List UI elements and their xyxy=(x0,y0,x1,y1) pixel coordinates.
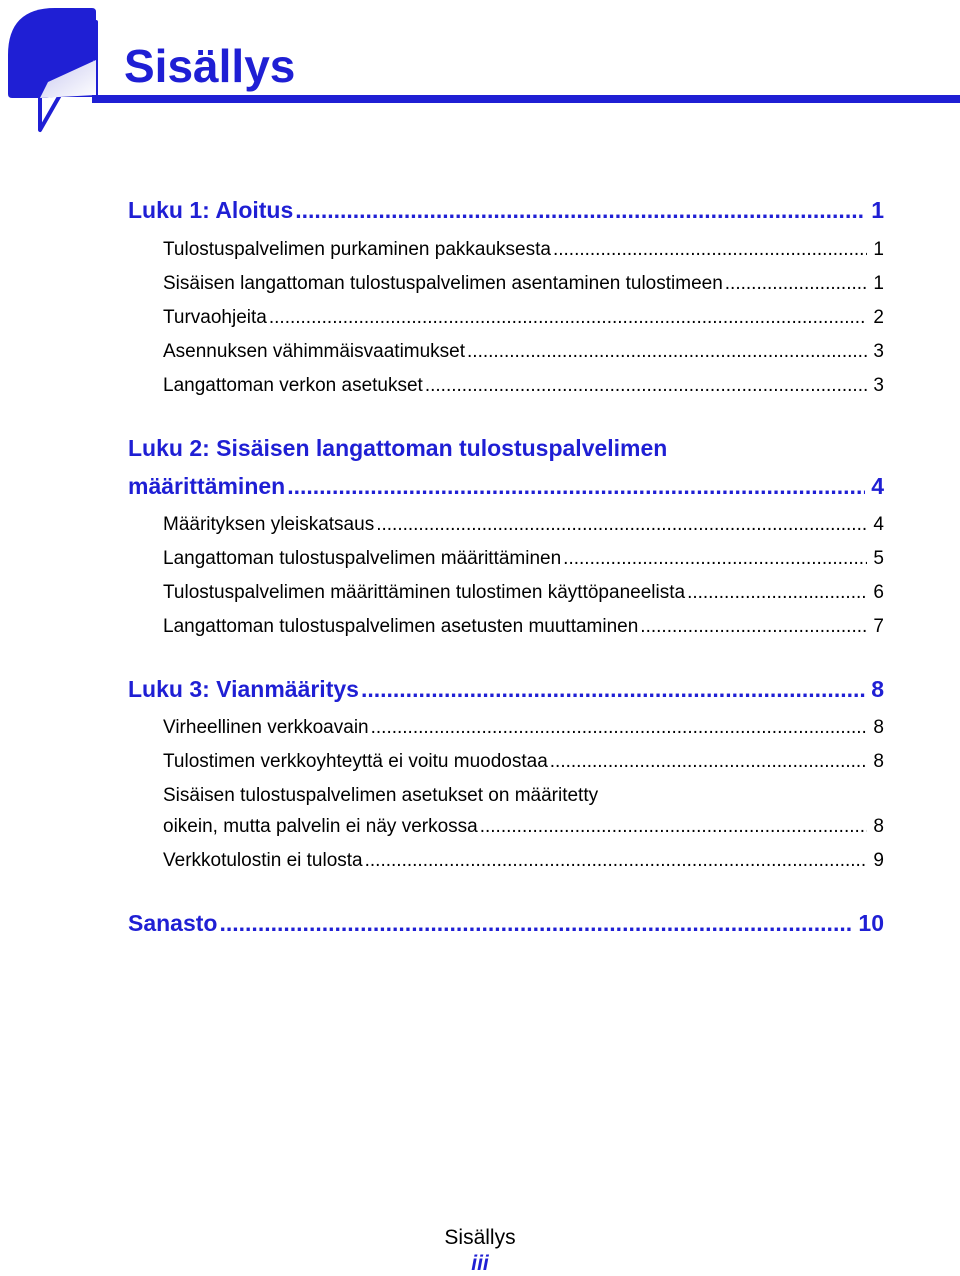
toc-entry-label[interactable]: Verkkotulostin ei tulosta xyxy=(163,850,363,871)
toc-section-line1[interactable]: Sisäisen tulostuspalvelimen asetukset on määritetty xyxy=(163,785,599,806)
toc-section[interactable] xyxy=(163,546,884,572)
toc-chapter-2[interactable] xyxy=(128,470,884,502)
toc-page-number[interactable]: 4 xyxy=(873,514,884,535)
toc-page-number[interactable]: 8 xyxy=(873,751,884,772)
footer-page-number: iii xyxy=(471,1252,489,1275)
toc-section[interactable] xyxy=(163,373,884,399)
toc-leader-dots xyxy=(269,305,868,331)
toc-page-number[interactable]: 3 xyxy=(873,341,884,362)
toc-entry-label[interactable]: Asennuksen vähimmäisvaatimukset xyxy=(163,341,466,362)
toc-section[interactable] xyxy=(163,271,884,297)
toc-leader-dots xyxy=(425,373,868,399)
toc-page-number[interactable]: 10 xyxy=(858,910,884,936)
toc-page-number[interactable]: 8 xyxy=(871,676,884,702)
toc-entry-label[interactable]: Määrityksen yleiskatsaus xyxy=(163,514,375,535)
toc-entry-label[interactable]: määrittäminen xyxy=(128,473,286,499)
toc-section[interactable] xyxy=(163,848,884,874)
toc-leader-dots xyxy=(371,715,868,741)
header-rule xyxy=(0,95,960,103)
toc-section[interactable] xyxy=(163,339,884,365)
toc-leader-dots xyxy=(361,673,865,705)
footer-section-label: Sisällys xyxy=(444,1226,516,1249)
toc-section[interactable] xyxy=(163,749,884,775)
toc-leader-dots xyxy=(376,512,867,538)
toc-entry-label[interactable]: Langattoman verkon asetukset xyxy=(163,375,423,396)
toc-leader-dots xyxy=(563,546,867,572)
toc-entry-label[interactable]: Sanasto xyxy=(128,910,218,936)
header-corner-graphic xyxy=(0,0,140,140)
toc-page-number[interactable]: 1 xyxy=(873,273,884,294)
toc-section[interactable] xyxy=(163,814,884,840)
toc-entry-label[interactable]: Virheellinen verkkoavain xyxy=(163,717,369,738)
toc-page-number[interactable]: 3 xyxy=(873,375,884,396)
toc-page-number[interactable]: 5 xyxy=(873,548,884,569)
toc-leader-dots xyxy=(287,470,865,502)
toc-page-number[interactable]: 8 xyxy=(873,816,884,837)
toc-leader-dots xyxy=(687,580,867,606)
toc-chapter-3[interactable] xyxy=(128,673,884,705)
toc-leader-dots xyxy=(480,814,868,840)
toc-entry-label[interactable]: Langattoman tulostuspalvelimen asetusten muuttaminen xyxy=(163,616,639,637)
toc-entry-label[interactable]: Langattoman tulostuspalvelimen määrittäminen xyxy=(163,548,562,569)
toc-section[interactable] xyxy=(163,715,884,741)
toc-glossary[interactable] xyxy=(128,907,884,939)
toc-page-number[interactable]: 8 xyxy=(873,717,884,738)
page-title: Sisällys xyxy=(124,40,296,92)
toc-page-number[interactable]: 9 xyxy=(873,850,884,871)
toc-leader-dots xyxy=(553,237,867,263)
toc-leader-dots xyxy=(550,749,868,775)
toc-leader-dots xyxy=(467,339,867,365)
toc-section[interactable] xyxy=(163,305,884,331)
toc-entry-label[interactable]: Turvaohjeita xyxy=(163,307,267,328)
toc-section[interactable] xyxy=(163,614,884,640)
toc-page-number[interactable]: 2 xyxy=(873,307,884,328)
toc-page-number[interactable]: 7 xyxy=(873,616,884,637)
toc-leader-dots xyxy=(219,907,852,939)
toc-page-number[interactable]: 1 xyxy=(871,197,884,223)
toc-page-number[interactable]: 6 xyxy=(873,582,884,603)
toc-page-number[interactable]: 4 xyxy=(871,473,884,499)
toc-section[interactable] xyxy=(163,580,884,606)
toc-entry-label[interactable]: oikein, mutta palvelin ei näy verkossa xyxy=(163,816,478,837)
toc-leader-dots xyxy=(725,271,868,297)
toc-entry-label[interactable]: Luku 3: Vianmääritys xyxy=(128,676,359,702)
toc-section[interactable] xyxy=(163,237,884,263)
toc-leader-dots xyxy=(295,194,865,226)
toc-chapter-1[interactable] xyxy=(128,194,884,226)
toc-leader-dots xyxy=(640,614,867,640)
toc-entry-label[interactable]: Tulostuspalvelimen määrittäminen tulostimen käyttöpaneelista xyxy=(163,582,686,603)
toc-page-number[interactable]: 1 xyxy=(873,239,884,260)
toc-entry-label[interactable]: Sisäisen langattoman tulostuspalvelimen asentaminen tulostimeen xyxy=(163,273,723,294)
toc-entry-label[interactable]: Luku 1: Aloitus xyxy=(128,197,294,223)
toc-leader-dots xyxy=(365,848,868,874)
toc-entry-label[interactable]: Tulostimen verkkoyhteyttä ei voitu muodostaa xyxy=(163,751,548,772)
toc-chapter-2-line1[interactable]: Luku 2: Sisäisen langattoman tulostuspalvelimen xyxy=(128,435,668,461)
toc-entry-label[interactable]: Tulostuspalvelimen purkaminen pakkauksesta xyxy=(163,239,551,260)
toc-section[interactable] xyxy=(163,512,884,538)
